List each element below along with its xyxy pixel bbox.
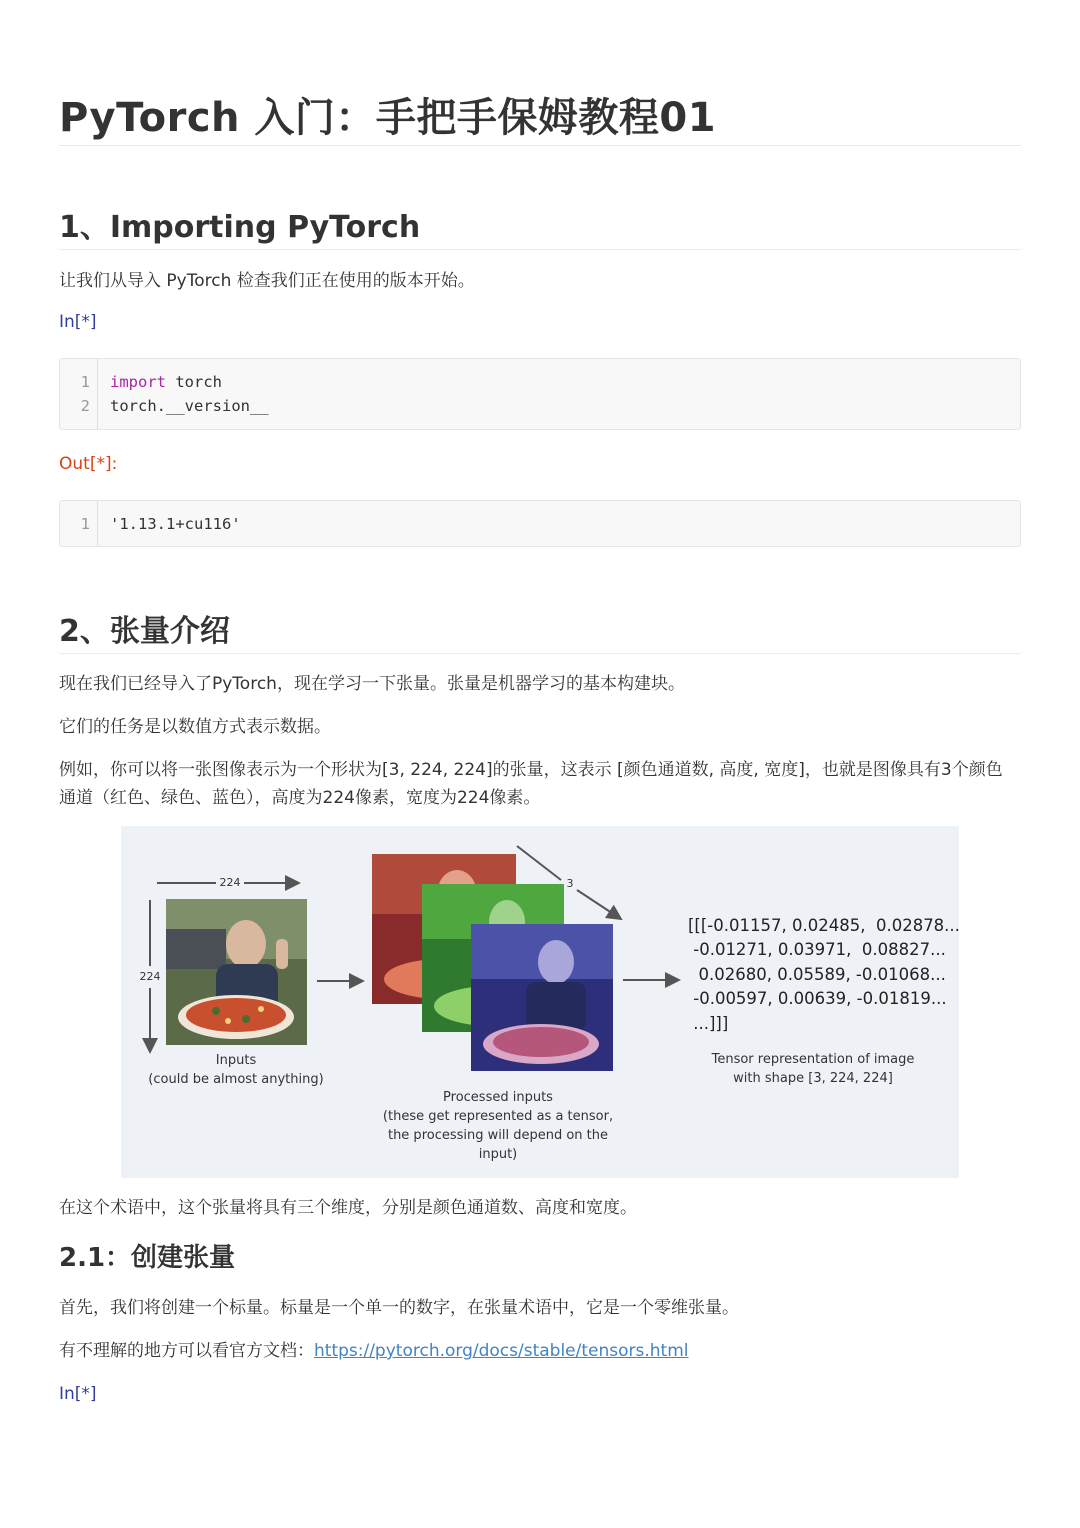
processed-sublabel-3: input) — [478, 1147, 518, 1162]
section21-paragraph-2 — [59, 1337, 1021, 1365]
processed-sublabel-2: the processing will depend on the — [387, 1128, 609, 1143]
tensor-values-line-2: -0.01271, 0.03971, 0.08827... — [688, 940, 946, 959]
processed-sublabel-1: (these get represented as a tensor, — [382, 1109, 614, 1124]
pytorch-docs-link[interactable]: https://pytorch.org/docs/stable/tensors.html — [314, 1341, 689, 1361]
section2-paragraph-1: 现在我们已经导入了PyTorch，现在学习一下张量。张量是机器学习的基本构建块。 — [59, 674, 685, 694]
inputs-sublabel: (could be almost anything) — [148, 1072, 324, 1087]
section1-intro: 让我们从导入 PyTorch 检查我们正在使用的版本开始。 — [59, 271, 475, 291]
tensor-values-line-5: ...]]] — [688, 1014, 729, 1033]
code-text — [110, 370, 222, 394]
line-number: 2 — [80, 397, 90, 415]
line-number: 1 — [80, 515, 90, 533]
code-line — [60, 394, 1020, 418]
section2-paragraph-3-line2: 通道（红色、绿色、蓝色），高度为224像素，宽度为224像素。 — [59, 788, 541, 808]
tensor-caption: Tensor representation of image — [711, 1052, 915, 1067]
output-text: '1.13.1+cu116' — [110, 515, 241, 533]
tensor-values-line-1: [[[-0.01157, 0.02485, 0.02878... — [688, 916, 960, 935]
section-heading-create-tensor: 2.1：创建张量 — [59, 1243, 236, 1273]
section21-paragraph-1: 首先，我们将创建一个标量。标量是一个单一的数字，在张量术语中，它是一个零维张量。 — [59, 1298, 739, 1318]
tensor-diagram-figure — [121, 826, 959, 1178]
line-number: 1 — [80, 373, 90, 391]
inputs-label: Inputs — [215, 1053, 257, 1068]
tensor-values-line-3: 0.02680, 0.05589, -0.01068... — [688, 965, 946, 984]
height-dimension-label: 224 — [139, 970, 161, 983]
channels-dimension-label: 3 — [566, 877, 574, 890]
tensor-shape-caption: with shape [3, 224, 224] — [733, 1071, 893, 1086]
input-prompt-label: In[*] — [59, 312, 97, 332]
code-line — [60, 512, 1020, 536]
code-text: torch.__version__ — [110, 397, 269, 415]
code-rest: torch — [166, 373, 222, 391]
section-heading-tensor-intro: 2、张量介绍 — [59, 610, 1021, 654]
input-prompt-label-2: In[*] — [59, 1384, 97, 1404]
after-figure-paragraph: 在这个术语中，这个张量将具有三个维度，分别是颜色通道数、高度和宽度。 — [59, 1198, 637, 1218]
blue-channel-image — [471, 924, 613, 1071]
section-heading-importing: 1、Importing PyTorch — [59, 206, 1021, 250]
output-cell-version[interactable] — [59, 500, 1021, 547]
section2-paragraph-2: 它们的任务是以数值方式表示数据。 — [59, 717, 331, 737]
code-keyword: import — [110, 373, 166, 391]
tensor-values-line-4: -0.00597, 0.00639, -0.01819... — [688, 989, 947, 1008]
page-title: PyTorch 入门：手把手保姆教程01 — [59, 90, 1021, 146]
document-page — [59, 0, 1021, 1528]
docs-prefix-text: 有不理解的地方可以看官方文档： — [59, 1341, 314, 1361]
section2-paragraph-3-line1: 例如，你可以将一张图像表示为一个形状为[3, 224, 224]的张量，这表示 [颜色通道数, 高度, 宽度]，也就是图像具有3个颜色 — [59, 760, 1003, 780]
width-dimension-label: 224 — [219, 876, 241, 889]
output-prompt-label: Out[*]: — [59, 454, 118, 474]
pizza-photo-illustration — [166, 899, 307, 1045]
code-cell-import[interactable] — [59, 358, 1021, 430]
code-line — [60, 370, 1020, 394]
input-image — [166, 899, 307, 1045]
processed-label: Processed inputs — [443, 1090, 553, 1105]
